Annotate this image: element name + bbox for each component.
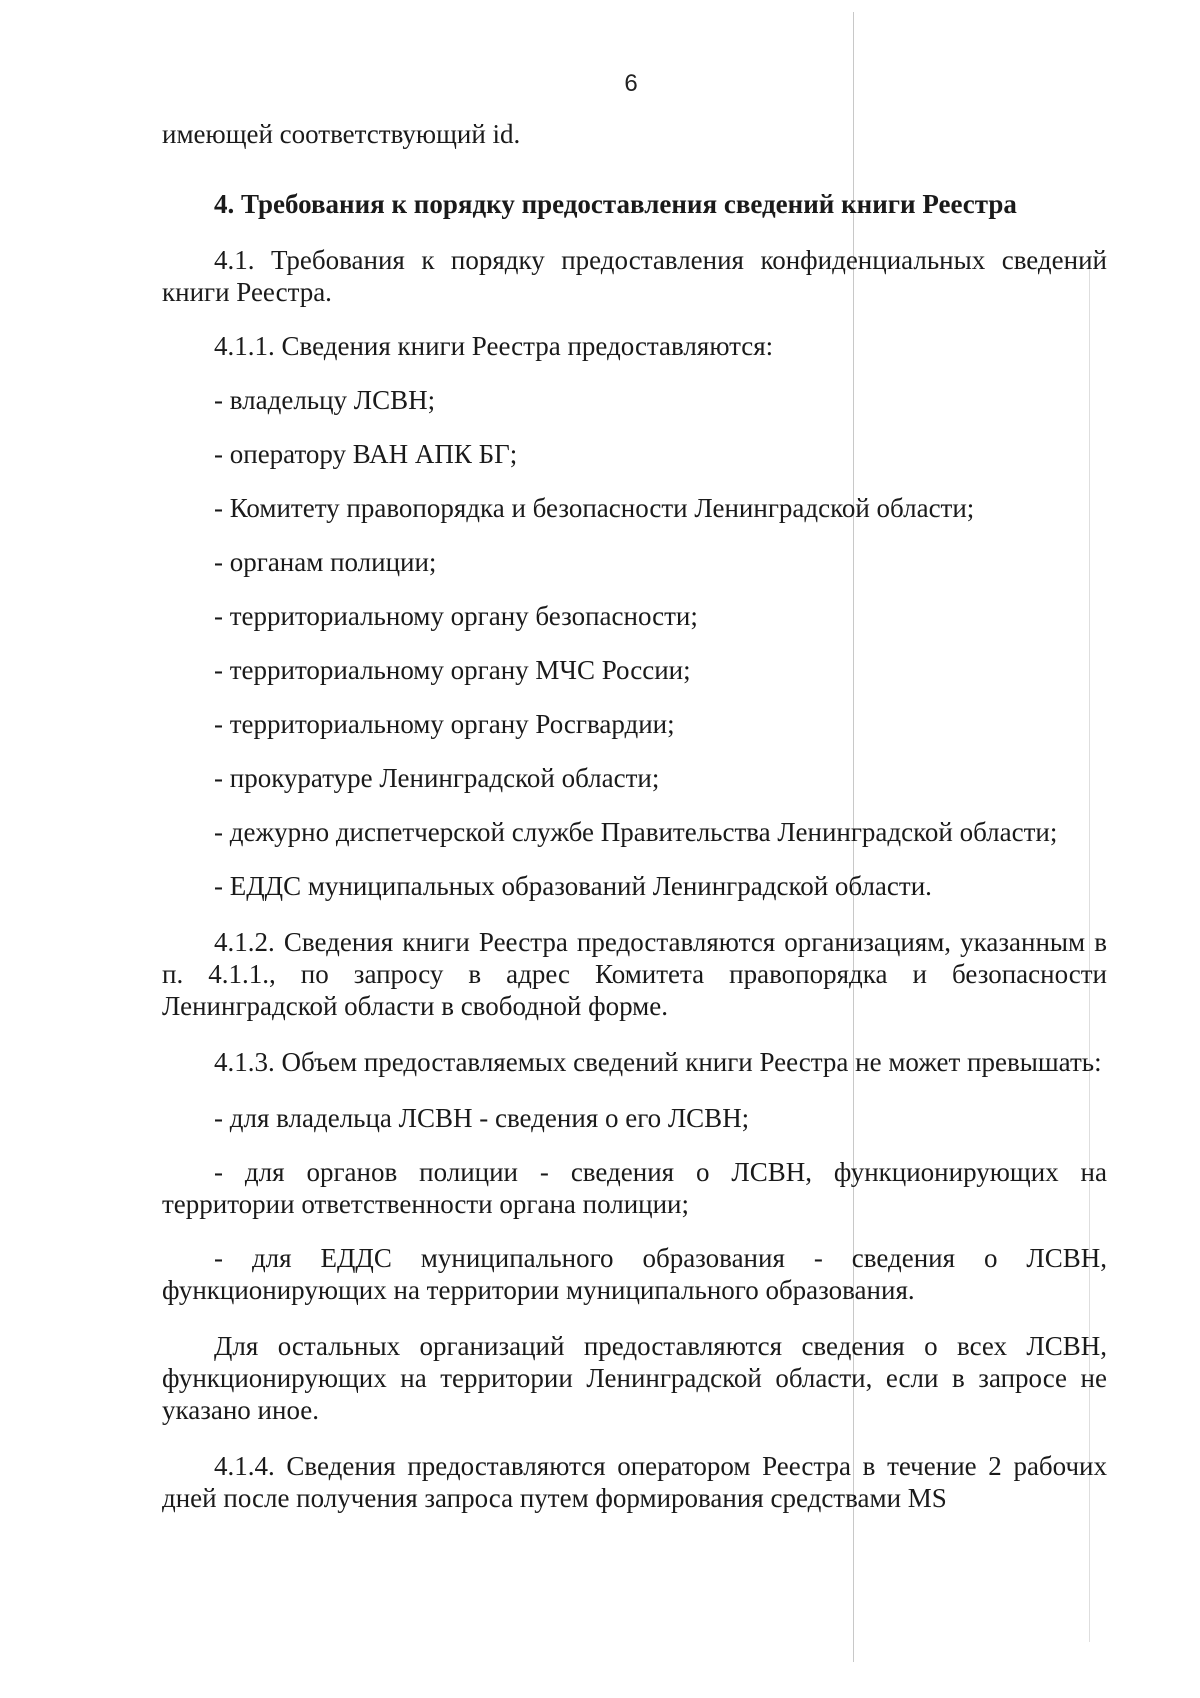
list-item: - для ЕДДС муниципального образования - сведения о ЛСВН, функционирующих на территории муниципального образования. <box>162 1243 1107 1305</box>
paragraph-4-1-4: 4.1.4. Сведения предоставляются оператором Реестра в течение 2 рабочих дней после получения запроса путем формирования средствами MS <box>162 1451 1107 1513</box>
list-item: - оператору ВАН АПК БГ; <box>214 439 518 469</box>
paragraph-4-1-3: 4.1.3. Объем предоставляемых сведений книги Реестра не может превышать: <box>214 1047 1102 1077</box>
list-item: - территориальному органу безопасности; <box>214 601 698 631</box>
intro-line: имеющей соответствующий id. <box>162 119 521 149</box>
list-item: - владельцу ЛСВН; <box>214 385 436 415</box>
list-item: - органам полиции; <box>214 547 437 577</box>
list-item: - прокуратуре Ленинградской области; <box>214 763 660 793</box>
list-item: - территориальному органу МЧС России; <box>214 655 691 685</box>
paragraph-4-1-1: 4.1.1. Сведения книги Реестра предоставляются: <box>214 331 774 361</box>
paragraph-4-1-2: 4.1.2. Сведения книги Реестра предоставляются организациям, указанным в п. 4.1.1., по запросу в адрес Комитета правопорядка и безопасности Ленинградской области в свободной форме. <box>162 927 1107 1021</box>
page-number: 6 <box>624 70 638 97</box>
list-item: - дежурно диспетчерской службе Правительства Ленинградской области; <box>214 817 1058 847</box>
paragraph-4-1: 4.1. Требования к порядку предоставления конфиденциальных сведений книги Реестра. <box>162 245 1107 307</box>
section-heading: 4. Требования к порядку предоставления сведений книги Реестра <box>214 189 1017 219</box>
document-body <box>162 118 1107 1514</box>
list-item: - для органов полиции - сведения о ЛСВН, функционирующих на территории ответственности органа полиции; <box>162 1157 1107 1219</box>
list-item: - Комитету правопорядка и безопасности Ленинградской области; <box>214 493 975 523</box>
list-item: - ЕДДС муниципальных образований Ленинградской области. <box>214 871 932 901</box>
list-item: - для владельца ЛСВН - сведения о его ЛСВН; <box>214 1103 750 1133</box>
paragraph-other-organizations: Для остальных организаций предоставляются сведения о всех ЛСВН, функционирующих на территории Ленинградской области, если в запросе не указано иное. <box>162 1331 1107 1425</box>
list-item: - территориальному органу Росгвардии; <box>214 709 675 739</box>
